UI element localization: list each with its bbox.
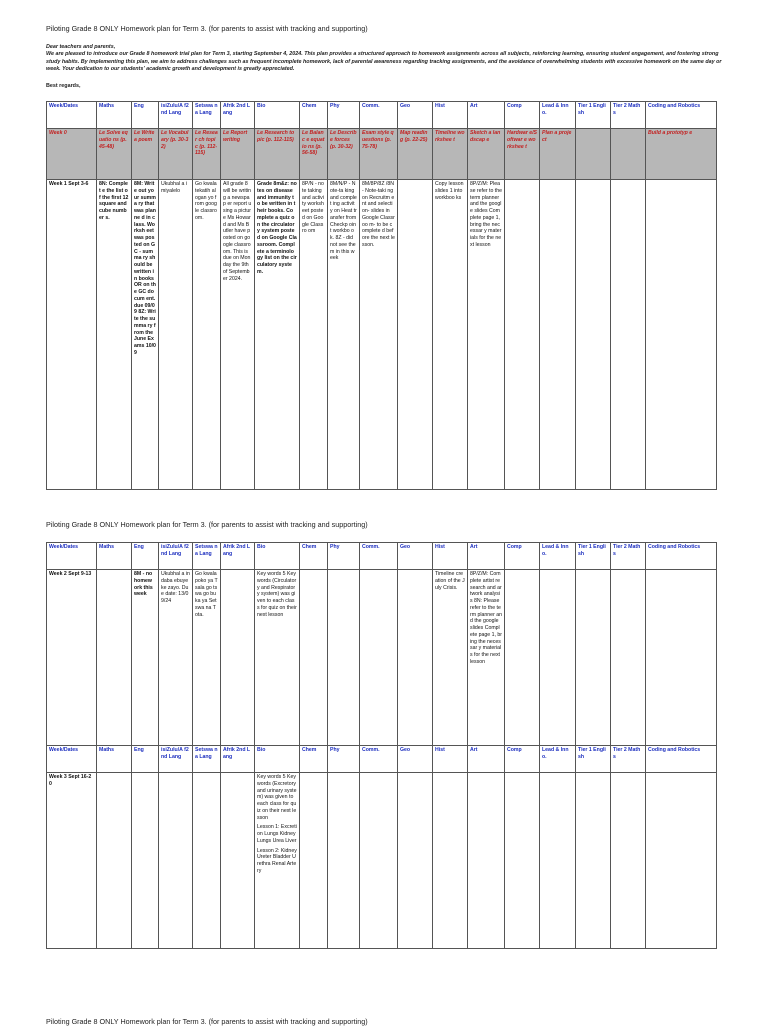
week0-cell: Le Describ e forces (p. 30-32) — [328, 129, 360, 180]
week3-cell — [193, 773, 221, 949]
week1-cell — [540, 180, 576, 490]
bio-lesson-2: Lesson 2: Kidney Ureter Bladder Urethra Renal Artery — [257, 847, 297, 874]
week3-cell — [576, 773, 611, 949]
header-cell: Afrik 2nd Lang — [221, 543, 255, 570]
week3-cell — [97, 773, 132, 949]
week2-cell: Timeline creation of the July Crisis. — [433, 570, 468, 746]
header-cell: Chem — [300, 543, 328, 570]
week0-cell: Build a prototyp e — [646, 129, 717, 180]
header-cell: Comm. — [360, 102, 398, 129]
header-cell: Chem — [300, 746, 328, 773]
week0-cell: Hardwar e/Softwar e workshee t — [505, 129, 540, 180]
header-cell: Geo — [398, 102, 433, 129]
header-cell: Chem — [300, 102, 328, 129]
header-cell: Tier 1 English — [576, 102, 611, 129]
week3-cell — [300, 773, 328, 949]
header-row — [47, 543, 717, 570]
homework-table-1 — [46, 101, 717, 490]
header-cell: Phy — [328, 543, 360, 570]
week1-cell: 8N: Complet e the list of the first 12 square and cube number s. — [97, 180, 132, 490]
week1-cell: Copy lesson slides 1 into workboo ks — [433, 180, 468, 490]
week3-cell — [360, 773, 398, 949]
header-cell: Bio — [255, 746, 300, 773]
header-cell: isiZulu/A f2nd Lang — [159, 543, 193, 570]
week3-cell — [132, 773, 159, 949]
week3-cell — [398, 773, 433, 949]
bio-keywords: Key words 5 Key words (Excretory and urinary system) was given to each class for quiz on their next lesson — [257, 774, 297, 821]
header-cell: Comm. — [360, 746, 398, 773]
header-cell: Art — [468, 102, 505, 129]
header-cell: Coding and Robotics — [646, 746, 717, 773]
week2-cell: Key words 5 Key words (Circulatory and Respiratory system) was given to each class for quiz on their next lesson — [255, 570, 300, 746]
week2-cell — [540, 570, 576, 746]
week3-cell — [540, 773, 576, 949]
header-cell: Phy — [328, 746, 360, 773]
header-cell: Eng — [132, 102, 159, 129]
week0-cell: Map reading (p. 22-25) — [398, 129, 433, 180]
header-cell: Setswa na Lang — [193, 102, 221, 129]
header-cell: Art — [468, 543, 505, 570]
week3-cell — [328, 773, 360, 949]
week2-cell — [576, 570, 611, 746]
header-cell: Coding and Robotics — [646, 543, 717, 570]
week2-cell — [328, 570, 360, 746]
week2-cell: 8M - no homew ork this week — [132, 570, 159, 746]
week3-cell — [255, 773, 300, 949]
header-row — [47, 746, 717, 773]
week1-cell: 8M/8P/8Z /8N- Note-taki ng on Recruitm ent and selection- slides in Google Classroo m- to be complete d before the next lesson. — [360, 180, 398, 490]
header-cell: Hist — [433, 102, 468, 129]
week1-cell: 8P/Z/M: Please refer to the term planner and the google slides Complete page 1, bring the necessar y materials for the next lesson — [468, 180, 505, 490]
header-cell: Eng — [132, 746, 159, 773]
week3-cell — [433, 773, 468, 949]
header-cell: Tier 2 Maths — [611, 102, 646, 129]
header-cell: Week/Dates — [47, 102, 97, 129]
week1-row — [47, 180, 717, 490]
header-cell: Tier 1 English — [576, 543, 611, 570]
week2-cell — [300, 570, 328, 746]
week0-cell: Le Solve equatio ns (p. 45-48) — [97, 129, 132, 180]
header-cell: Setswa na Lang — [193, 746, 221, 773]
week2-row — [47, 570, 717, 746]
week3-cell — [221, 773, 255, 949]
week1-cell — [505, 180, 540, 490]
header-cell: Bio — [255, 543, 300, 570]
week2-cell — [360, 570, 398, 746]
header-cell: Geo — [398, 746, 433, 773]
bio-lesson-1: Lesson 1: Excretion Lungs Kidney Lungs Urea Liver — [257, 824, 297, 844]
week3-cell — [505, 773, 540, 949]
week0-cell: Le Report writing — [221, 129, 255, 180]
page-title-3: Piloting Grade 8 ONLY Homework plan for Term 3. (for parents to assist with tracking and supporting) — [46, 1017, 368, 1026]
week1-cell: 8M/N/P - Note-ta king and complet ing activity on Heat transfer from Checkp oint workbo ok. 8Z - did not see them in this week — [328, 180, 360, 490]
week3-cell — [646, 773, 717, 949]
week1-cell — [646, 180, 717, 490]
header-cell: Afrik 2nd Lang — [221, 102, 255, 129]
week2-cell — [97, 570, 132, 746]
week2-cell — [398, 570, 433, 746]
header-cell: Afrik 2nd Lang — [221, 746, 255, 773]
header-cell: Hist — [433, 543, 468, 570]
week0-cell: Le Balanc e equatio ns (p. 56-58) — [300, 129, 328, 180]
header-cell: Bio — [255, 102, 300, 129]
header-cell: Lead & Inno. — [540, 543, 576, 570]
week0-cell: Exam style questions (p. 75-78) — [360, 129, 398, 180]
week0-cell: Sketch a landscap e — [468, 129, 505, 180]
header-cell: Phy — [328, 102, 360, 129]
header-cell: isiZulu/A f2nd Lang — [159, 746, 193, 773]
header-cell: Art — [468, 746, 505, 773]
week1-cell: All grade 8 will be writing a newspap er report using a picture Ms Howard and Ms Butler have posted on google classro om. This is due on Monday the 9th of Septemb er 2024. — [221, 180, 255, 490]
week2-cell — [646, 570, 717, 746]
week1-cell: Ukubhal a imiyalelo — [159, 180, 193, 490]
header-cell: Maths — [97, 746, 132, 773]
week0-cell: Le Resear ch topic (p. 112-115) — [193, 129, 221, 180]
header-cell: Comp — [505, 746, 540, 773]
week2-cell — [221, 570, 255, 746]
header-cell: Tier 1 English — [576, 746, 611, 773]
header-cell: Lead & Inno. — [540, 102, 576, 129]
page-title-1: Piloting Grade 8 ONLY Homework plan for Term 3. (for parents to assist with tracking and supporting) — [46, 24, 368, 33]
header-cell: isiZulu/A f2nd Lang — [159, 102, 193, 129]
header-cell: Comp — [505, 102, 540, 129]
header-row — [47, 102, 717, 129]
header-cell: Eng — [132, 543, 159, 570]
week2-cell: 8P/Z/M: Complete artist research and artwork analysis 8N: Please refer to the term planner and the google slides Complete page 1, bring the necessar y materials for the next lesson — [468, 570, 505, 746]
header-cell: Maths — [97, 543, 132, 570]
week0-cell — [576, 129, 611, 180]
intro-body: We are pleased to introduce our Grade 8 homework trial plan for Term 3, starting September 4, 2024. This plan provides a structured approach to homework assignments across all subjects, reinforcing learning, ensuring student engagement, and fostering strong study habits. By implementing this plan, we aim to address challenges such as frequent incomplete homework, lack of parental awareness regarding tracking assignments, and the avoidance of overwhelming students with excessive homework on the same day or week. Your dedication to our students' academic growth and development is greatly appreciated. — [46, 51, 722, 73]
week0-cell: Le Research topic (p. 112-115) — [255, 129, 300, 180]
week3-row — [47, 773, 717, 949]
week0-row — [47, 129, 717, 180]
week2-cell: Week 2 Sept 9-13 — [47, 570, 97, 746]
week1-cell: Grade 8m&z: notes on disease and immunity to be written in their books. Complete a quiz on the circulatory system posted on Google Classroom. Complete a terminology list on the circulatory system. — [255, 180, 300, 490]
header-cell: Tier 2 Maths — [611, 543, 646, 570]
week3-cell — [468, 773, 505, 949]
header-cell: Week/Dates — [47, 543, 97, 570]
header-cell: Comm. — [360, 543, 398, 570]
week2-cell — [611, 570, 646, 746]
week0-cell: Week 0 — [47, 129, 97, 180]
week2-cell: Ukubhal a indaba ebuyeke zayo. Due date: 13/09/24 — [159, 570, 193, 746]
intro-letter — [46, 44, 726, 74]
homework-table-2 — [46, 542, 717, 949]
week1-cell: 8P/N - note taking and activity worksh eet posted on Google Classro om — [300, 180, 328, 490]
header-cell: Coding and Robotics — [646, 102, 717, 129]
week3-cell — [159, 773, 193, 949]
header-cell: Maths — [97, 102, 132, 129]
header-cell: Hist — [433, 746, 468, 773]
intro-signoff: Best regards, — [46, 83, 81, 89]
week0-cell: Le Write a poem — [132, 129, 159, 180]
week1-cell: Go kwala tekatih alogan yo from google classro om. — [193, 180, 221, 490]
week1-cell: Week 1 Sept 3-6 — [47, 180, 97, 490]
week1-cell: 8M: Write out your summa ry that was planne d in class. Worksh eet was posted on GC - summa ry should be written in books OR on the GC docum ent. due 09/09 8Z: Write the summa ry from the June Exams 10/09 — [132, 180, 159, 490]
intro-greeting: Dear teachers and parents, — [46, 44, 116, 50]
week0-cell: Plan a project — [540, 129, 576, 180]
week0-cell: Timeline workshee t — [433, 129, 468, 180]
week0-cell: Le Vocabul ary (p. 30-32) — [159, 129, 193, 180]
week3-cell — [611, 773, 646, 949]
week1-cell — [398, 180, 433, 490]
header-cell: Setswa na Lang — [193, 543, 221, 570]
header-cell: Geo — [398, 543, 433, 570]
week2-cell: Go kwala poko ya Tsala go tswa go buka ya Setswa na Tota. — [193, 570, 221, 746]
week2-cell — [505, 570, 540, 746]
header-cell: Tier 2 Maths — [611, 746, 646, 773]
page-title-2: Piloting Grade 8 ONLY Homework plan for Term 3. (for parents to assist with tracking and supporting) — [46, 520, 368, 529]
header-cell: Week/Dates — [47, 746, 97, 773]
week1-cell — [576, 180, 611, 490]
header-cell: Lead & Inno. — [540, 746, 576, 773]
week0-cell — [611, 129, 646, 180]
week3-cell: Week 3 Sept 16-20 — [47, 773, 97, 949]
week1-cell — [611, 180, 646, 490]
header-cell: Comp — [505, 543, 540, 570]
